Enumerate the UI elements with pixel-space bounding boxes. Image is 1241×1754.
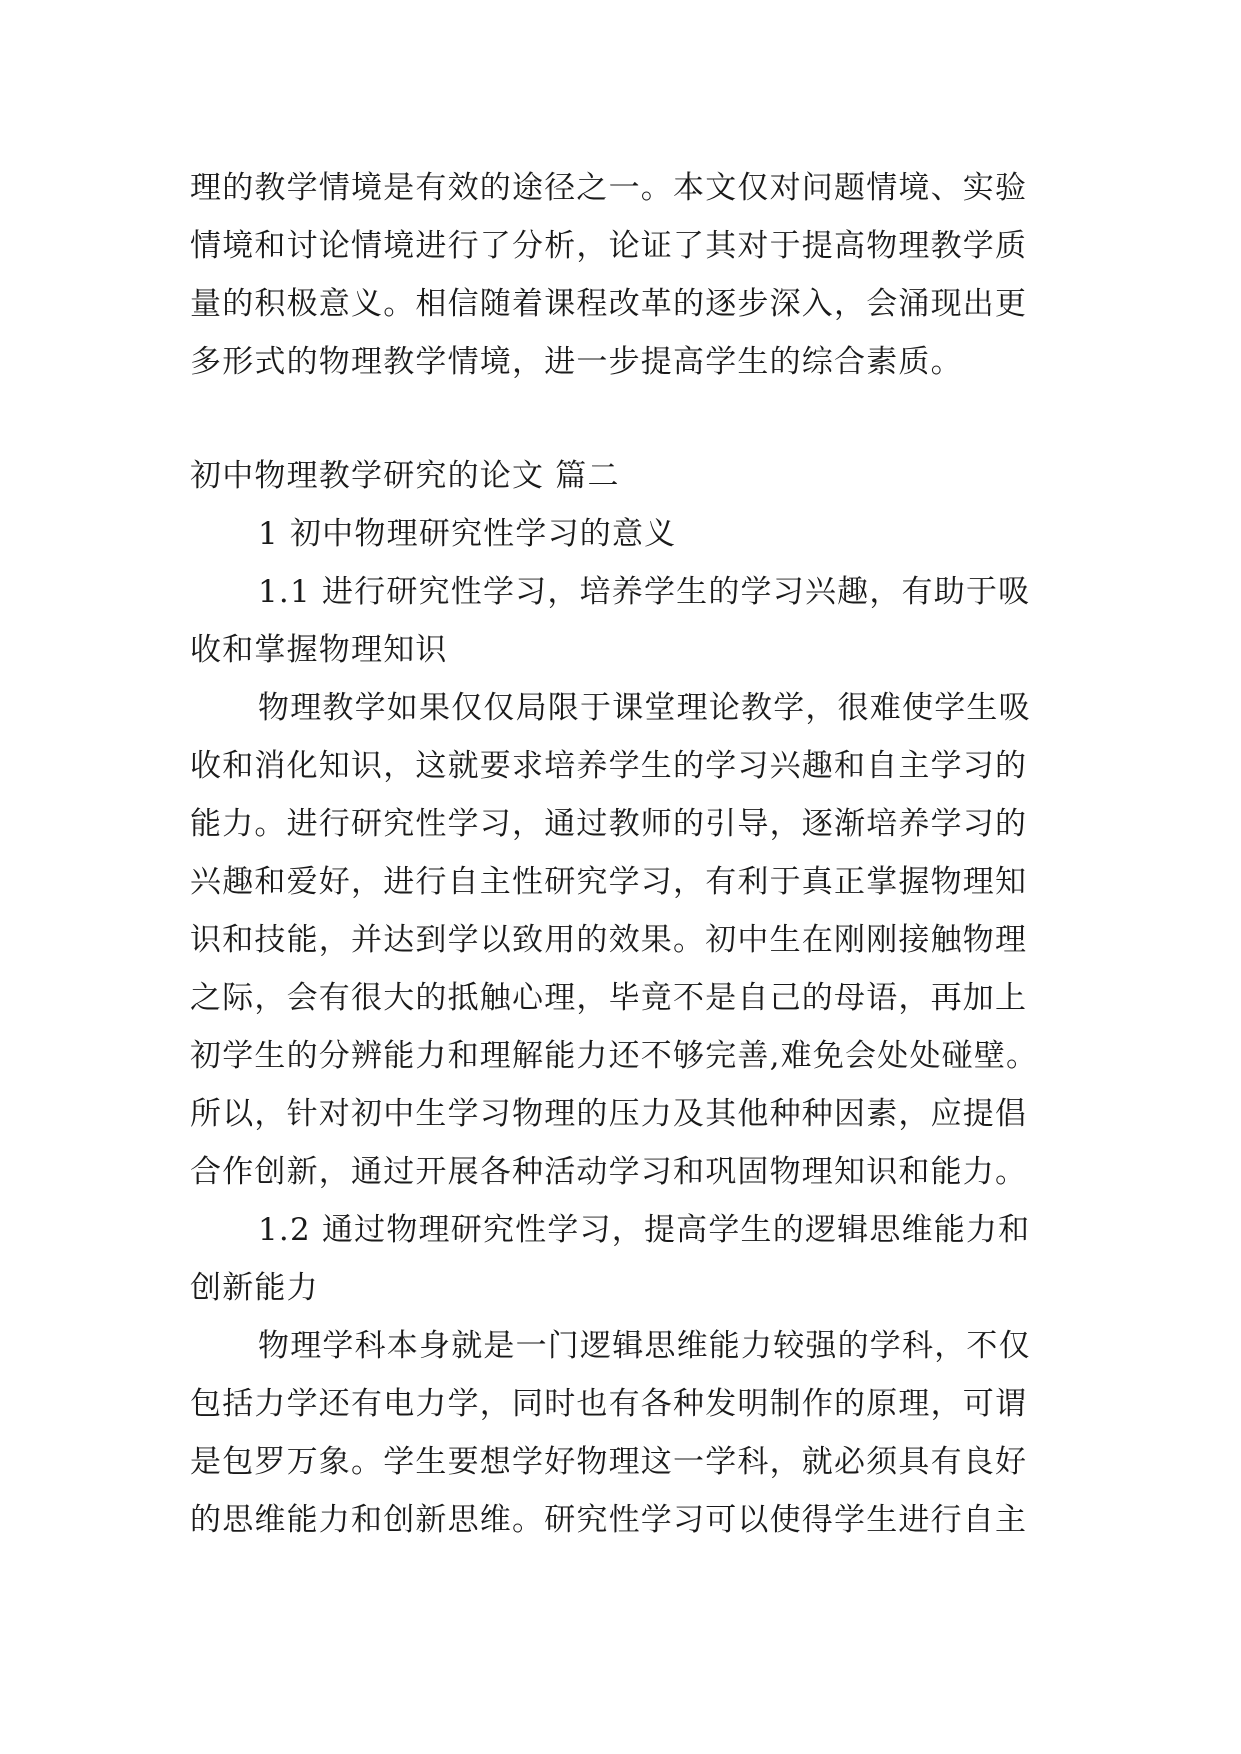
paragraph-line: 合作创新，通过开展各种活动学习和巩固物理知识和能力。 <box>190 1154 1028 1190</box>
subsection-heading: 创新能力 <box>190 1270 319 1306</box>
paragraph-line: 能力。进行研究性学习，通过教师的引导，逐渐培养学习的 <box>190 806 1028 842</box>
paragraph-line: 多形式的物理教学情境，进一步提高学生的综合素质。 <box>190 344 963 380</box>
paragraph-line: 兴趣和爱好，进行自主性研究学习，有利于真正掌握物理知 <box>190 864 1028 900</box>
paragraph-line: 情境和讨论情境进行了分析，论证了其对于提高物理教学质 <box>190 228 1028 264</box>
paragraph-line: 理的教学情境是有效的途径之一。本文仅对问题情境、实验 <box>190 170 1028 206</box>
paragraph-line: 量的积极意义。相信随着课程改革的逐步深入，会涌现出更 <box>190 286 1028 322</box>
paragraph-line: 的思维能力和创新思维。研究性学习可以使得学生进行自主 <box>190 1502 1028 1538</box>
subsection-heading: 1 初中物理研究性学习的意义 <box>258 516 677 552</box>
subsection-heading: 1.2 通过物理研究性学习，提高学生的逻辑思维能力和 <box>258 1212 1031 1248</box>
section-heading: 初中物理教学研究的论文 篇二 <box>190 458 620 494</box>
paragraph-line: 初学生的分辨能力和理解能力还不够完善,难免会处处碰壁。 <box>190 1038 1039 1074</box>
paragraph-line: 物理教学如果仅仅局限于课堂理论教学，很难使学生吸 <box>258 690 1031 726</box>
subsection-heading: 收和掌握物理知识 <box>190 632 448 668</box>
paragraph-line: 包括力学还有电力学，同时也有各种发明制作的原理，可谓 <box>190 1386 1028 1422</box>
paragraph-line: 是包罗万象。学生要想学好物理这一学科，就必须具有良好 <box>190 1444 1028 1480</box>
paragraph-line: 所以，针对初中生学习物理的压力及其他种种因素，应提倡 <box>190 1096 1028 1132</box>
subsection-heading: 1.1 进行研究性学习，培养学生的学习兴趣，有助于吸 <box>258 574 1031 610</box>
paragraph-line: 识和技能，并达到学以致用的效果。初中生在刚刚接触物理 <box>190 922 1028 958</box>
paragraph-line: 之际，会有很大的抵触心理，毕竟不是自己的母语，再加上 <box>190 980 1028 1016</box>
paragraph-line: 收和消化知识，这就要求培养学生的学习兴趣和自主学习的 <box>190 748 1028 784</box>
paragraph-line: 物理学科本身就是一门逻辑思维能力较强的学科，不仅 <box>258 1328 1031 1364</box>
